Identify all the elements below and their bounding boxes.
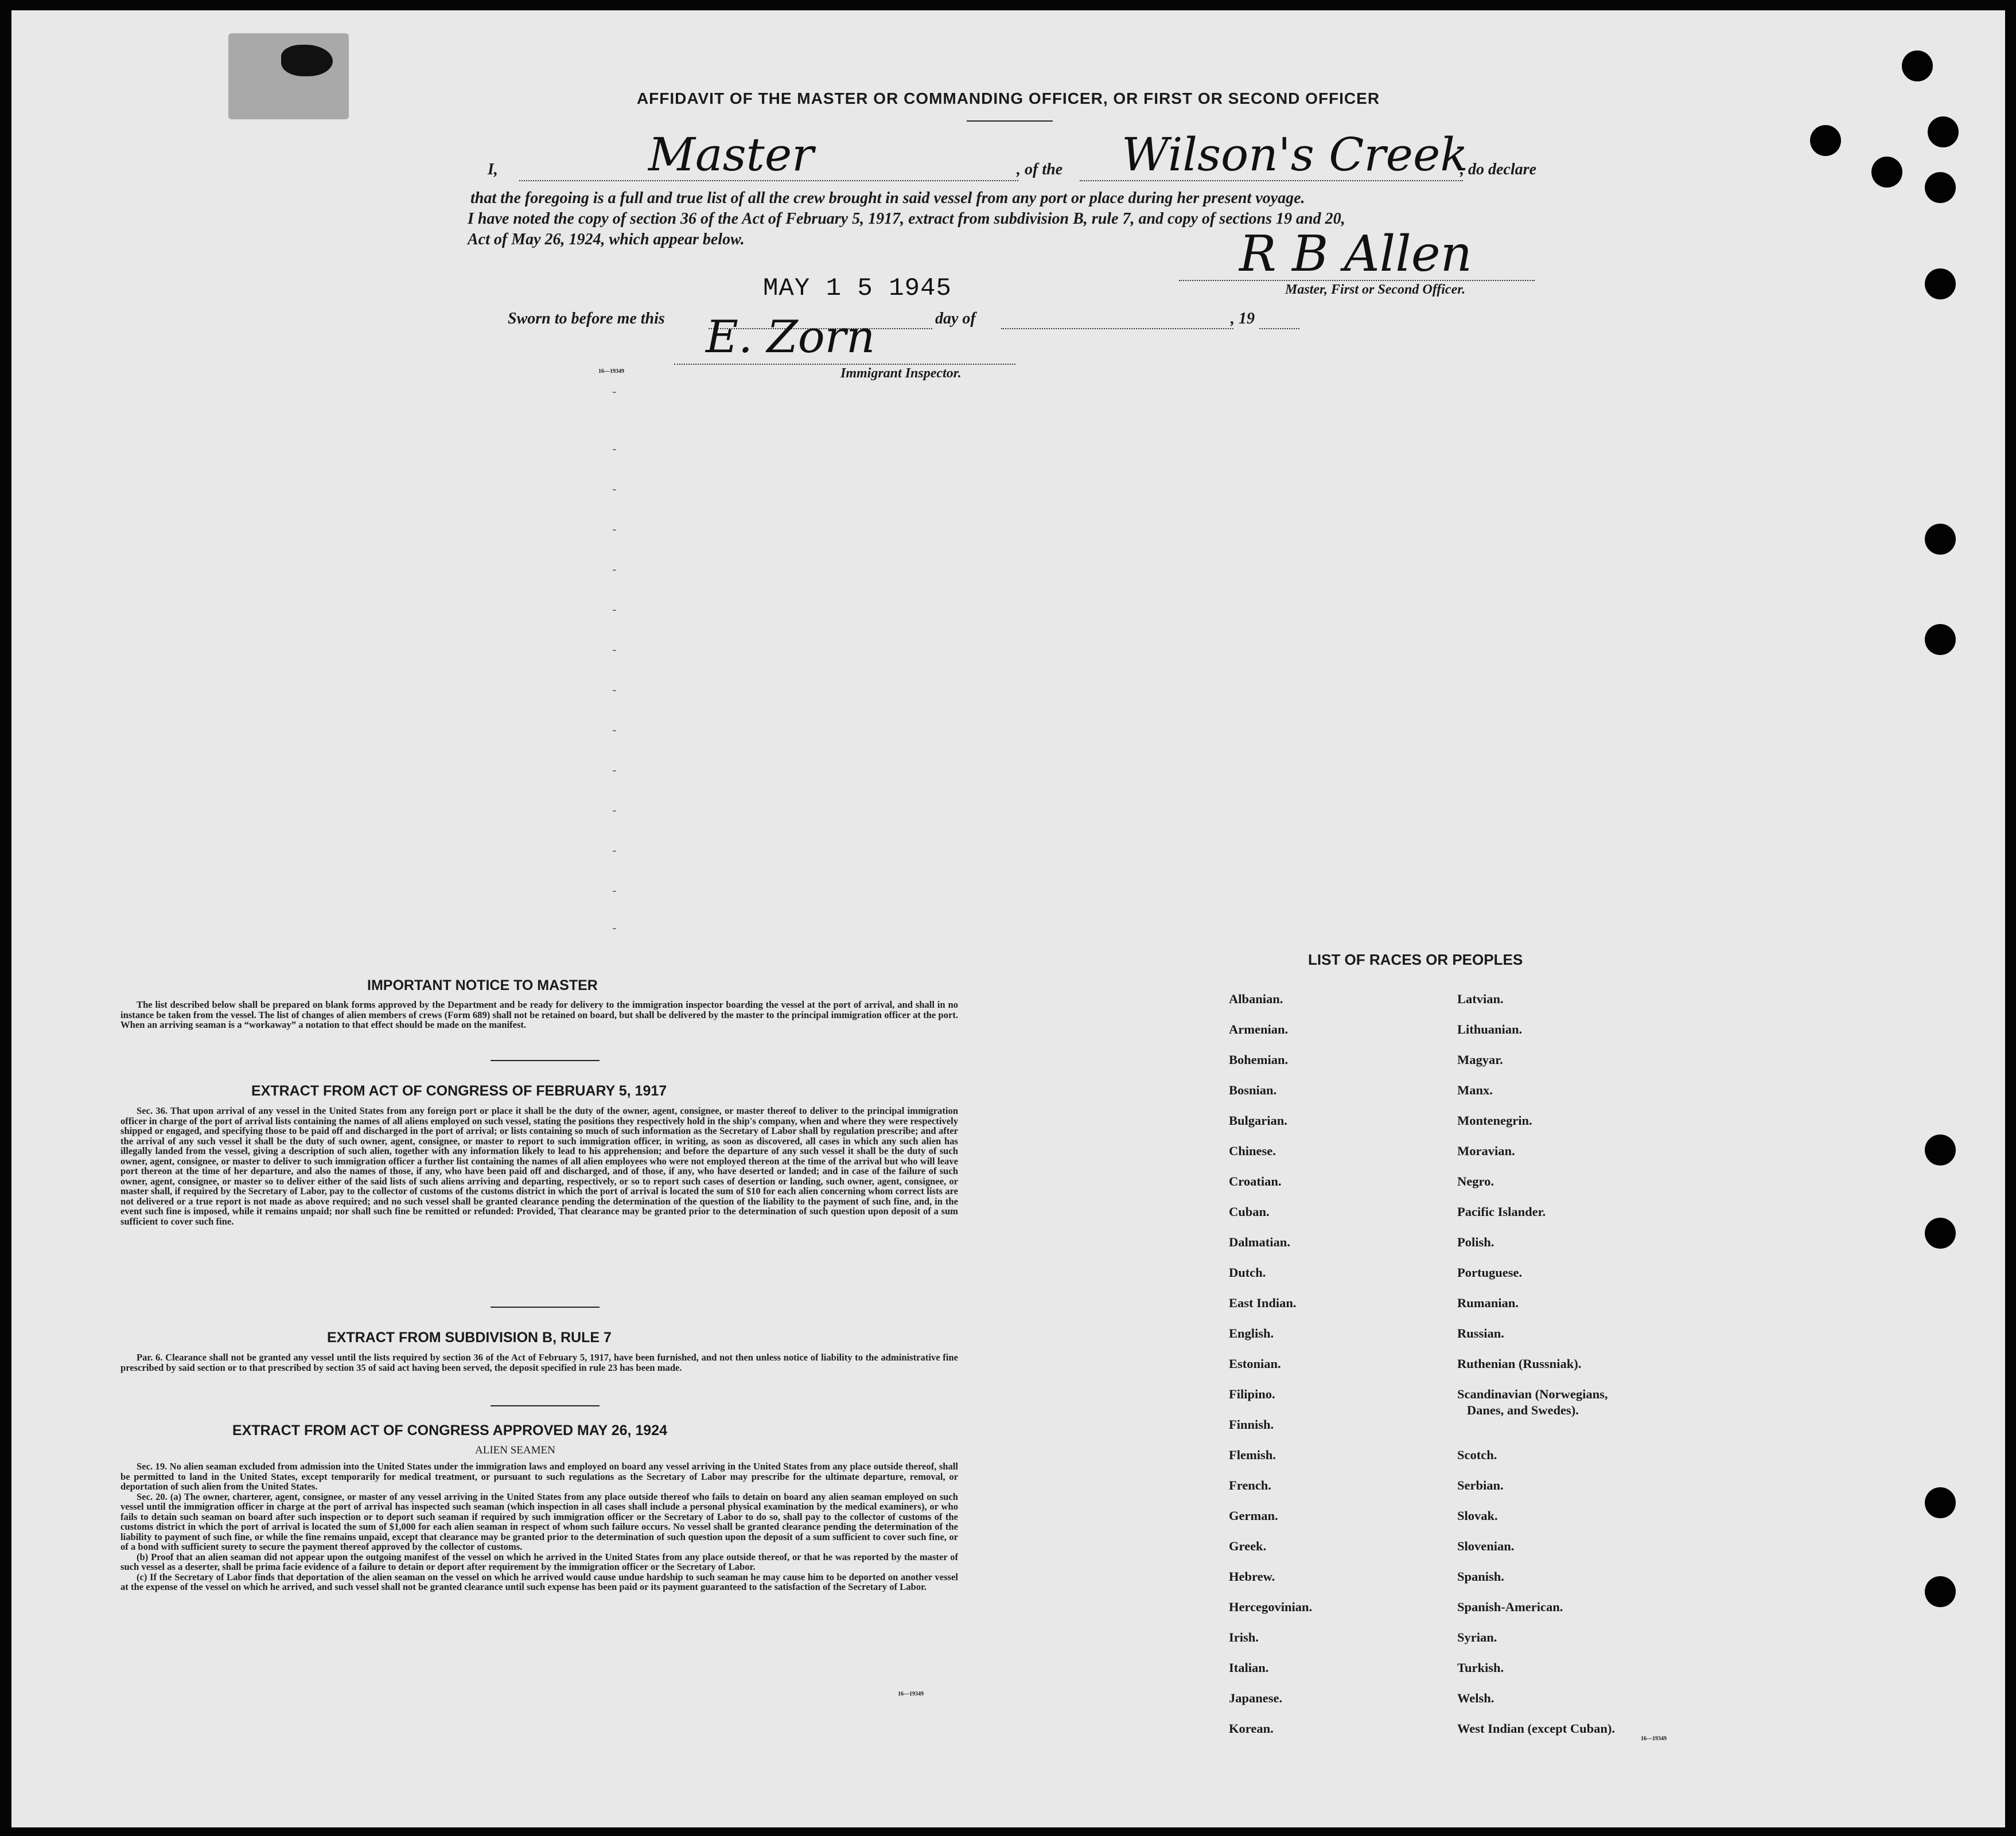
- extract-1924-title: EXTRACT FROM ACT OF CONGRESS APPROVED MAY 26, 1924: [232, 1422, 668, 1439]
- punch-hole: [1871, 157, 1902, 188]
- sworn-month-blank: [1001, 328, 1233, 329]
- race-item: German.: [1229, 1508, 1278, 1523]
- vessel-name-handwritten: Wilson's Creek: [1122, 128, 1468, 181]
- race-item: Slovak.: [1457, 1508, 1498, 1523]
- race-item: Albanian.: [1229, 992, 1283, 1006]
- race-item: East Indian.: [1229, 1296, 1297, 1310]
- race-item: Korean.: [1229, 1721, 1274, 1736]
- rule-7-title: EXTRACT FROM SUBDIVISION B, RULE 7: [327, 1330, 612, 1346]
- race-item: Hercegovinian.: [1229, 1600, 1313, 1614]
- day-of-label: day of: [935, 310, 976, 328]
- race-item: Slovenian.: [1457, 1539, 1515, 1553]
- race-item: West Indian (except Cuban).: [1457, 1721, 1616, 1736]
- punch-hole: [1925, 524, 1956, 555]
- race-item: Negro.: [1457, 1174, 1494, 1188]
- race-item: English.: [1229, 1326, 1274, 1340]
- race-item: Chinese.: [1229, 1144, 1276, 1158]
- affidavit-line-3: I have noted the copy of section 36 of the Act of February 5, 1917, extract from subdivision B, rule 7, and copy of sections 19 and 20,: [468, 210, 1345, 228]
- rule-7-divider: [491, 1405, 600, 1406]
- rule-7-paragraph: Par. 6. Clearance shall not be granted any vessel until the lists required by section 36 of the Act of February 5, 1917, have been furnished, and not then unless notice of liability to the administrative fine prescribed by said section or to that prescribed by section 35 of said act having been served, the deposit specified in rule 23 has been made.: [120, 1352, 958, 1373]
- race-item: Lithuanian.: [1457, 1022, 1523, 1036]
- race-item: Ruthenian (Russniak).: [1457, 1356, 1582, 1371]
- section-20b-paragraph: (b) Proof that an alien seaman did not appear upon the outgoing manifest of the vessel on which he arrived in the United States from any place outside thereof, or that he was reported by the master of such vessel as a deserter, shall be prima facie evidence of a failure to detain or deport after requirement by the immigration officer or the Secretary of Labor.: [120, 1551, 958, 1572]
- title-divider: [967, 120, 1053, 122]
- signature-caption: Master, First or Second Officer.: [1285, 282, 1466, 297]
- date-stamp: MAY 1 5 1945: [763, 274, 952, 303]
- document-page: [11, 10, 2005, 1827]
- punch-hole: [1925, 1135, 1956, 1165]
- race-item: Greek.: [1229, 1539, 1267, 1553]
- race-item: Welsh.: [1457, 1691, 1495, 1705]
- race-item: Japanese.: [1229, 1691, 1283, 1705]
- i-label: I,: [488, 161, 498, 178]
- of-the-label: , of the: [1017, 161, 1063, 178]
- punch-hole: [1902, 50, 1933, 81]
- master-signature: R B Allen: [1239, 225, 1473, 283]
- race-item: Hebrew.: [1229, 1569, 1275, 1584]
- affidavit-line-4: Act of May 26, 1924, which appear below.: [468, 231, 745, 248]
- race-item: Russian.: [1457, 1326, 1504, 1340]
- punch-hole: [1925, 1487, 1956, 1518]
- race-item: Latvian.: [1457, 992, 1504, 1006]
- year-label: , 19: [1231, 310, 1255, 328]
- race-item: Cuban.: [1229, 1204, 1270, 1219]
- extract-form-number: 16—19349: [898, 1691, 924, 1697]
- inspector-line: [674, 364, 1015, 365]
- race-item: Dalmatian.: [1229, 1235, 1290, 1249]
- race-item: Turkish.: [1457, 1660, 1504, 1675]
- race-item: Croatian.: [1229, 1174, 1282, 1188]
- race-item: Dutch.: [1229, 1265, 1266, 1280]
- section-20a-paragraph: Sec. 20. (a) The owner, charterer, agent, consignee, or master of any vessel arriving in the United States from any place outside thereof who fails to detain on board any alien seaman employed on such vessel until the immigration officer in charge at the port of arrival has inspected such seaman (which inspection in all cases shall include a personal physical examination by the medical examiners), or who fails to detain such seaman on board after such inspection or to deport such seaman if required by such immigration officer or the Secretary of Labor to do so, shall pay to the collector of customs of the customs district in which the port of arrival is located the sum of $1,000 for each alien seaman in respect of whom such failure occurs. No vessel shall be granted clearance pending the determination of the liability to payment of such fine, or while the fine remains unpaid, except that clearance may be granted prior to the determination of such question upon the deposit of a sum sufficient to cover such fine, or of a bond with sufficient surety to secure the payment thereof approved by the collector of customs.: [120, 1491, 958, 1552]
- master-handwritten: Master: [648, 128, 814, 181]
- race-item: Montenegrin.: [1457, 1113, 1532, 1128]
- race-item: Flemish.: [1229, 1448, 1276, 1462]
- race-item: Estonian.: [1229, 1356, 1281, 1371]
- race-item: Magyar.: [1457, 1053, 1503, 1067]
- extract-1917-title: EXTRACT FROM ACT OF CONGRESS OF FEBRUARY 5, 1917: [251, 1083, 667, 1099]
- race-item: Armenian.: [1229, 1022, 1289, 1036]
- form-number: 16—19349: [598, 368, 624, 375]
- punch-hole: [1928, 116, 1959, 147]
- punch-hole: [1925, 1576, 1956, 1607]
- punch-hole: [1810, 125, 1841, 156]
- race-item: Serbian.: [1457, 1478, 1504, 1492]
- race-item: Syrian.: [1457, 1630, 1497, 1644]
- race-item: Bulgarian.: [1229, 1113, 1287, 1128]
- race-item: French.: [1229, 1478, 1271, 1492]
- race-item: Irish.: [1229, 1630, 1259, 1644]
- notice-divider: [491, 1060, 600, 1061]
- race-item: Spanish-American.: [1457, 1600, 1563, 1614]
- races-right-column: [1457, 991, 1615, 1751]
- race-item: Pacific Islander.: [1457, 1204, 1546, 1219]
- punch-hole: [1925, 172, 1956, 203]
- race-item: Finnish.: [1229, 1417, 1274, 1432]
- rule-7-text: [120, 1352, 958, 1373]
- punch-hole: [1925, 1218, 1956, 1249]
- race-item: Spanish.: [1457, 1569, 1504, 1584]
- race-item: Polish.: [1457, 1235, 1495, 1249]
- race-item: Scandinavian (Norwegians, Danes, and Swedes).: [1457, 1387, 1608, 1417]
- notice-paragraph: The list described below shall be prepared on blank forms approved by the Department and be ready for delivery to the immigration inspector boarding the vessel at the port of arrival, and shall in no instance be taken from the vessel. The list of changes of alien members of crews (Form 689) shall not be retained on board, but shall be delivered by the master to the principal immigration officer at the port. When an arriving seaman is a “workaway” a notation to that effect should be made on the manifest.: [120, 999, 958, 1030]
- races-left-column: [1229, 991, 1312, 1751]
- ink-blot: [281, 45, 333, 76]
- alien-seamen-subtitle: ALIEN SEAMEN: [475, 1444, 555, 1456]
- section-36-paragraph: Sec. 36. That upon arrival of any vessel in the United States from any foreign port or place it shall be the duty of the owner, agent, consignee, or master thereof to deliver to the principal immigration officer in charge of the port of arrival lists containing the names of all aliens employed on such vessel, stating the positions they respectively hold in the ship's company, when and where they were respectively shipped or engaged, and specifying those to be paid off and discharged in the port of arrival; or lists containing so much of such information as the Secretary of Labor shall by regulation prescribe; and after the arrival of any such vessel it shall be the duty of such owner, agent, consignee, or master to report to such immigration officer, in writing, as soon as discovered, all cases in which any such alien has illegally landed from the vessel, giving a description of such alien, together with any information likely to lead to his apprehension; and before the departure of any such vessel it shall be the duty of such owner, agent, consignee, or master to deliver to such immigration officer a further list containing the names of all alien employees who were not employed thereon at the time of the arrival but who will leave port thereon at the time of her departure, and also the names of those, if any, who have been paid off and discharged, and of those, if any, who have deserted or landed; and in case of the failure of such owner, agent, consignee, or master so to deliver either of the said lists of such aliens arriving and departing, respectively, or so to report such cases of desertion or landing, such owner, agent, consignee, or master shall, if required by the Secretary of Labor, pay to the collector of customs of the customs district in which the port of arrival is located the sum of $10 for each alien concerning whom correct lists are not delivered or a true report is not made as above required; and no such vessel shall be granted clearance pending the determination of the question of the liability to the payment of such fine, and, in the event such fine is imposed, while it remains unpaid; nor shall such fine be remitted or refunded: Provided, That clearance may be granted prior to the determination of such question upon deposit of a sum sufficient to cover such fine.: [120, 1105, 958, 1227]
- extract-1917-divider: [491, 1307, 600, 1308]
- extract-1924-text: [120, 1461, 958, 1592]
- races-title: LIST OF RACES OR PEOPLES: [1308, 951, 1523, 968]
- declare-label: , do declare: [1460, 161, 1536, 178]
- year-blank: [1259, 328, 1299, 329]
- punch-hole: [1925, 624, 1956, 655]
- race-item: Moravian.: [1457, 1144, 1515, 1158]
- race-item: Bohemian.: [1229, 1053, 1289, 1067]
- notice-title: IMPORTANT NOTICE TO MASTER: [367, 977, 598, 993]
- race-item: Rumanian.: [1457, 1296, 1519, 1310]
- punch-hole: [1925, 268, 1956, 299]
- signature-line: [1179, 280, 1535, 281]
- affidavit-line-2: that the foregoing is a full and true list of all the crew brought in said vessel from any port or place during her present voyage.: [470, 189, 1305, 207]
- inspector-caption: Immigrant Inspector.: [840, 366, 962, 381]
- race-item: Filipino.: [1229, 1387, 1275, 1401]
- sworn-label: Sworn to before me this: [508, 310, 665, 328]
- race-item: Bosnian.: [1229, 1083, 1277, 1097]
- races-form-number: 16—19349: [1641, 1736, 1667, 1742]
- inspector-signature: E. Zorn: [706, 311, 875, 363]
- race-item: Italian.: [1229, 1660, 1269, 1675]
- extract-1917-text: [120, 1106, 958, 1226]
- race-item: Scotch.: [1457, 1448, 1497, 1462]
- affidavit-title: AFFIDAVIT OF THE MASTER OR COMMANDING OFFICER, OR FIRST OR SECOND OFFICER: [636, 89, 1380, 107]
- section-20c-paragraph: (c) If the Secretary of Labor finds that deportation of the alien seaman on the vessel on which he arrived would cause undue hardship to such seaman he may cause him to be deported on another vessel at the expense of the vessel on which he arrived, and such vessel shall not be granted clearance until such expense has been paid or its payment guaranteed to the satisfaction of the Secretary of Labor.: [120, 1571, 958, 1592]
- race-item: Manx.: [1457, 1083, 1493, 1097]
- notice-text: [120, 1000, 958, 1030]
- section-19-paragraph: Sec. 19. No alien seaman excluded from admission into the United States under the immigration laws and employed on board any vessel arriving in the United States from any place outside thereof, shall be permitted to land in the United States, except temporarily for medical treatment, or pursuant to such regulations as the Secretary of Labor may prescribe for the ultimate departure, removal, or deportation of such alien from the United States.: [120, 1461, 958, 1492]
- race-item: Portuguese.: [1457, 1265, 1523, 1280]
